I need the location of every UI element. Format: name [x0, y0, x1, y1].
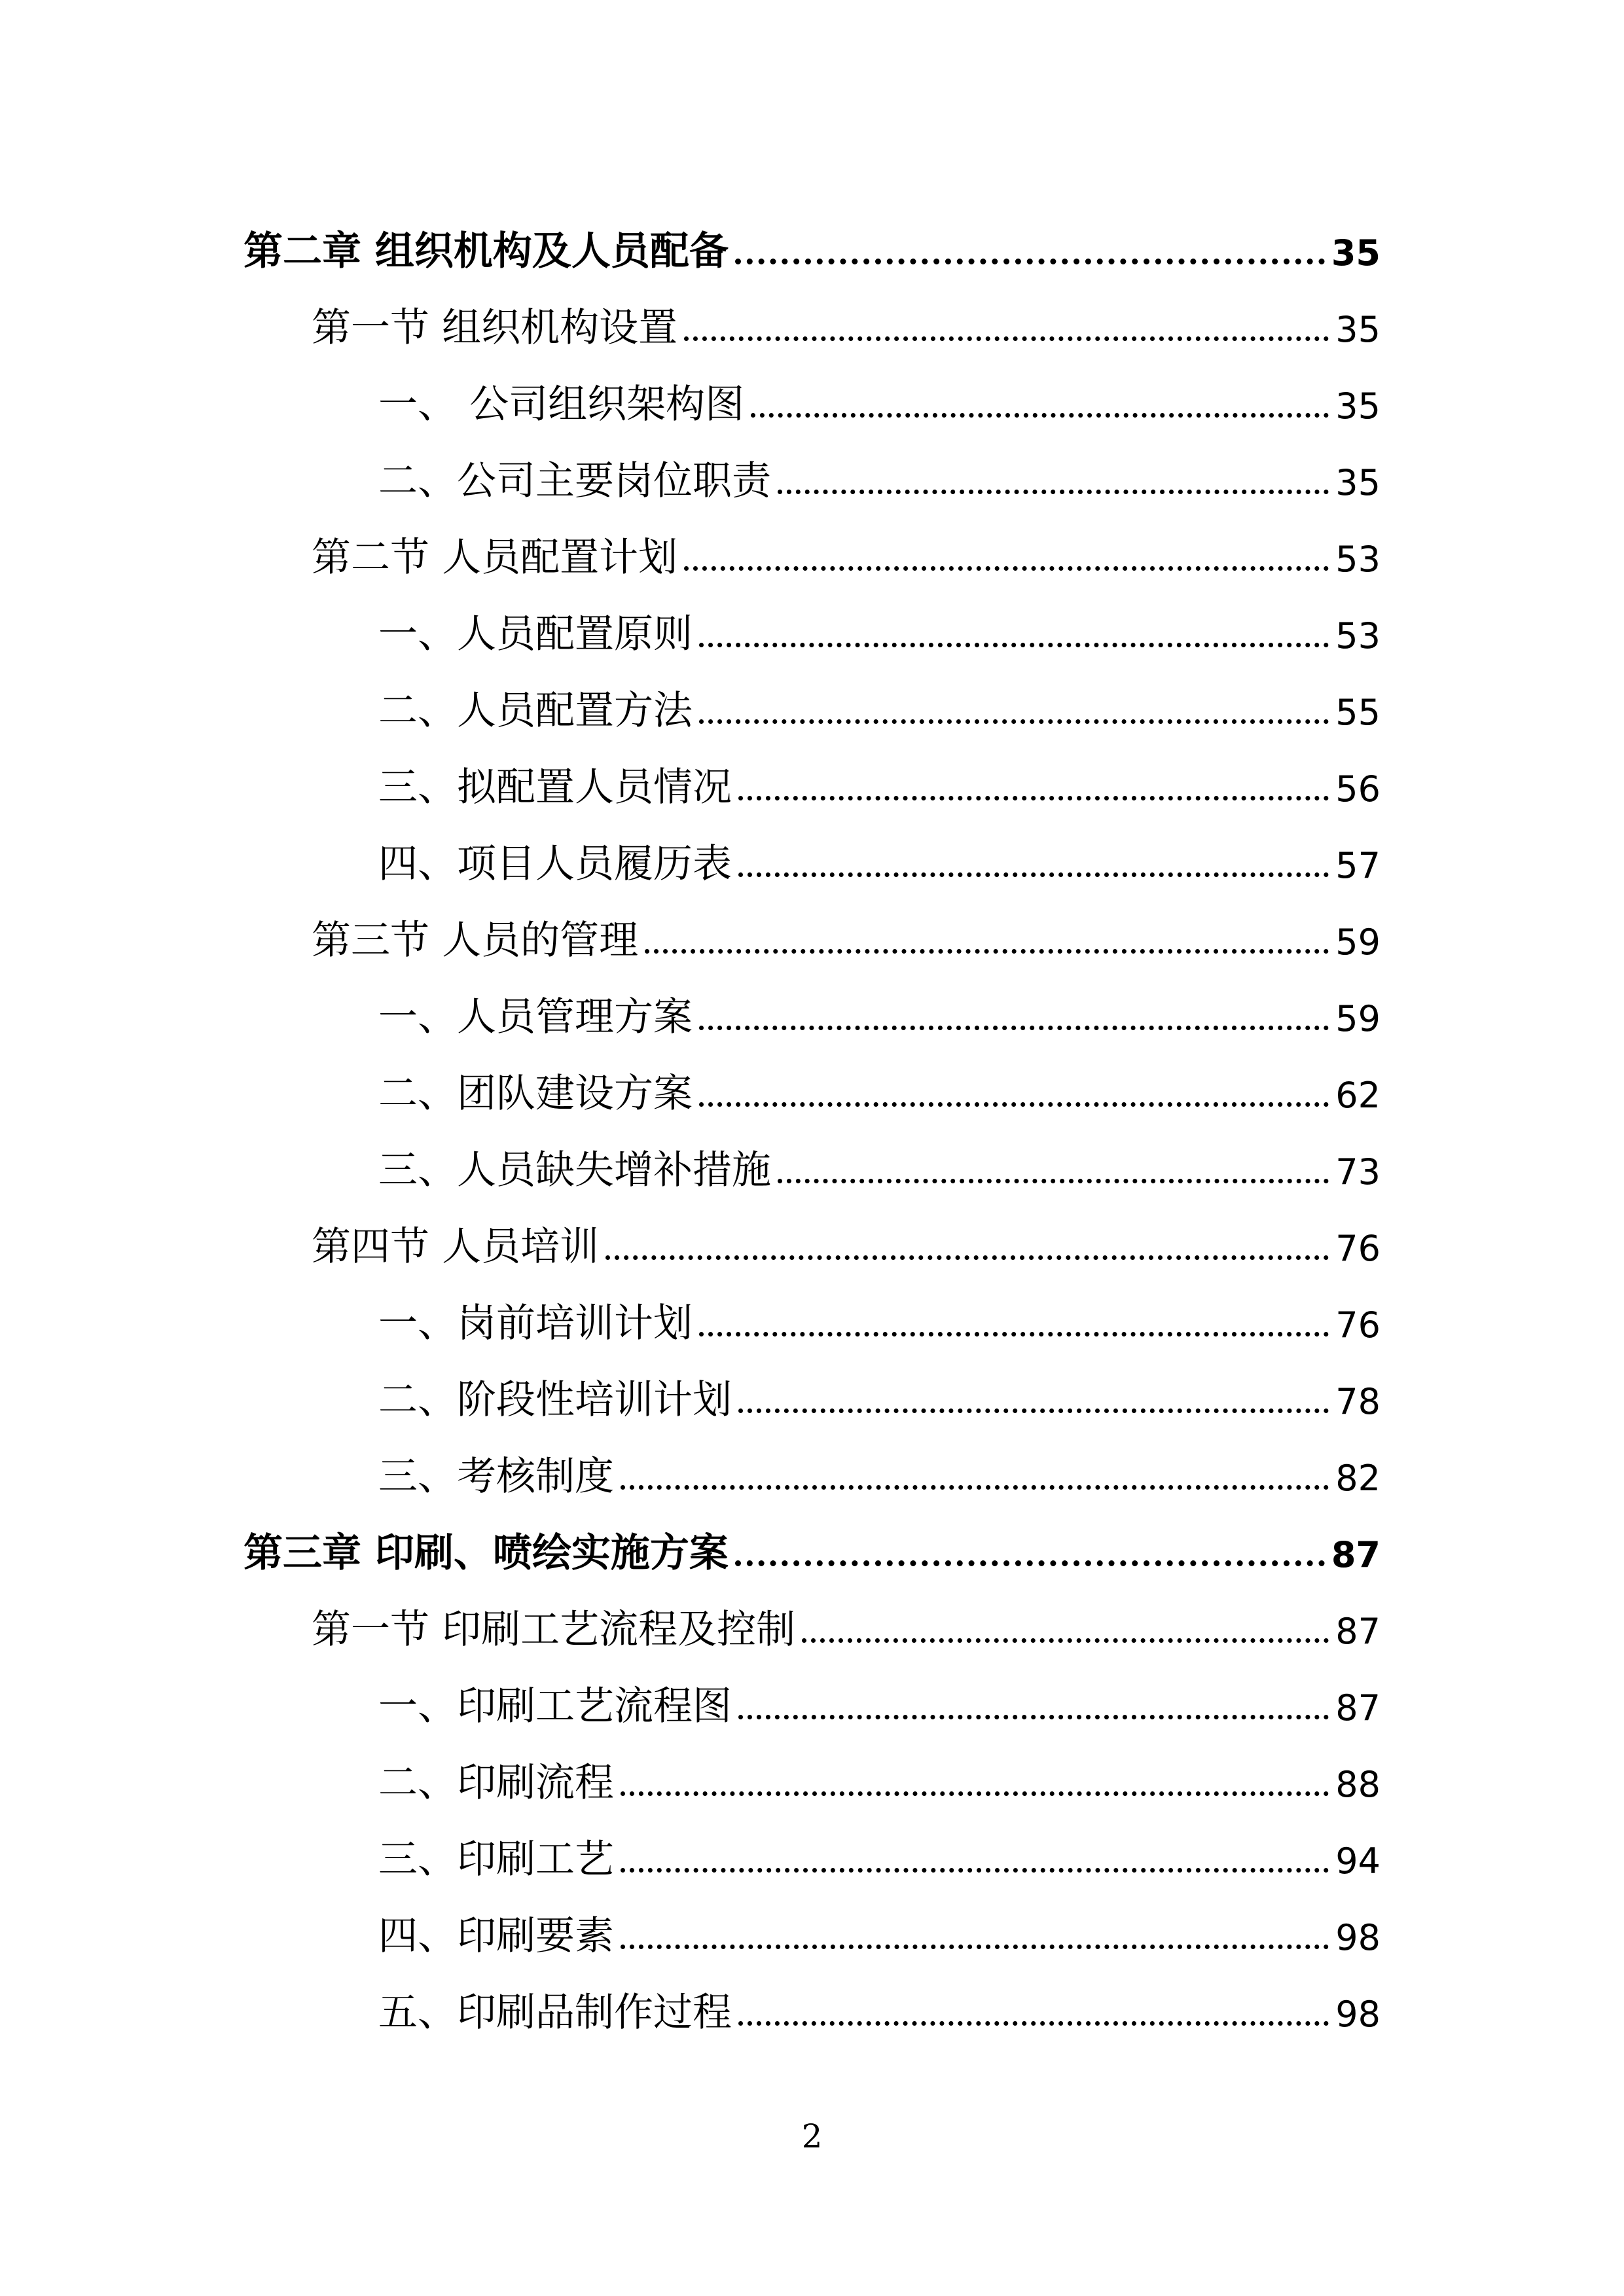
toc-entry-page: 87 — [1335, 1687, 1380, 1729]
toc-entry-page: 35 — [1335, 386, 1380, 427]
toc-entry-page: 94 — [1335, 1840, 1380, 1882]
toc-entry-section[interactable] — [312, 1584, 1380, 1653]
toc-entry-page: 62 — [1335, 1075, 1380, 1116]
toc-entry-title: 二、团队建设方案 — [378, 1071, 693, 1117]
dot-leader — [699, 643, 1329, 647]
toc-entry-chapter-3[interactable] — [244, 1507, 1380, 1576]
dot-leader — [684, 566, 1329, 571]
toc-entry-page: 87 — [1335, 1611, 1380, 1652]
toc-entry-item[interactable] — [378, 1660, 1380, 1729]
toc-entry-title: 第三节 人员的管理 — [312, 918, 639, 963]
toc-entry-item[interactable] — [378, 435, 1380, 504]
toc-entry-item[interactable] — [378, 1431, 1380, 1499]
dot-leader — [735, 1560, 1325, 1566]
dot-leader — [735, 259, 1325, 264]
toc-entry-title: 五、印刷品制作过程 — [378, 1990, 732, 2036]
toc-entry-page: 35 — [1335, 309, 1380, 350]
toc-entry-page: 53 — [1335, 615, 1380, 656]
toc-entry-title: 第一节 组织机构设置 — [312, 305, 678, 351]
dot-leader — [738, 2021, 1329, 2026]
toc-entry-title: 二、公司主要岗位职责 — [378, 458, 771, 504]
dot-leader — [621, 1945, 1329, 1949]
toc-entry-item[interactable] — [378, 742, 1380, 810]
toc-entry-title: 一、岗前培训计划 — [378, 1300, 693, 1346]
toc-entry-title: 第一节 印刷工艺流程及控制 — [312, 1607, 796, 1653]
toc-entry-page: 59 — [1335, 998, 1380, 1039]
toc-entry-title: 三、拟配置人员情况 — [378, 764, 732, 810]
dot-leader — [802, 1638, 1329, 1643]
dot-leader — [699, 1102, 1329, 1107]
dot-leader — [751, 413, 1329, 418]
toc-entry-page: 98 — [1335, 1994, 1380, 2035]
toc-entry-title: 四、项目人员履历表 — [378, 841, 732, 887]
toc-entry-page: 73 — [1335, 1151, 1380, 1193]
toc-entry-section[interactable] — [312, 1201, 1380, 1270]
dot-leader — [699, 719, 1329, 724]
toc-entry-item[interactable] — [378, 1814, 1380, 1882]
toc-entry-title: 二、阶段性培训计划 — [378, 1377, 732, 1423]
toc-entry-page: 35 — [1335, 462, 1380, 503]
page-number: 2 — [801, 2117, 823, 2155]
toc-entry-title: 一、 公司组织架构图 — [378, 382, 745, 427]
dot-leader — [605, 1255, 1329, 1260]
toc-entry-title: 一、人员管理方案 — [378, 994, 693, 1040]
toc-entry-title: 第三章 印刷、喷绘实施方案 — [244, 1530, 729, 1576]
toc-entry-page: 57 — [1335, 845, 1380, 886]
dot-leader — [699, 1332, 1329, 1336]
dot-leader — [684, 336, 1329, 341]
toc-entry-page: 53 — [1335, 539, 1380, 580]
toc-entry-item[interactable] — [378, 1737, 1380, 1806]
dot-leader — [699, 1026, 1329, 1030]
toc-entry-page: 76 — [1335, 1228, 1380, 1269]
toc-entry-title: 一、印刷工艺流程图 — [378, 1683, 732, 1729]
toc-entry-title: 一、人员配置原则 — [378, 611, 693, 657]
toc-entry-page: 55 — [1335, 692, 1380, 733]
toc-entry-item[interactable] — [378, 665, 1380, 734]
dot-leader — [738, 796, 1329, 800]
toc-entry-page: 56 — [1335, 768, 1380, 810]
toc-entry-title: 三、考核制度 — [378, 1454, 614, 1499]
toc-entry-page: 88 — [1335, 1764, 1380, 1805]
dot-leader — [621, 1791, 1329, 1796]
toc-entry-item[interactable] — [378, 1890, 1380, 1959]
toc-entry-page: 98 — [1335, 1917, 1380, 1958]
dot-leader — [621, 1868, 1329, 1873]
toc-entry-title: 四、印刷要素 — [378, 1913, 614, 1959]
dot-leader — [738, 1408, 1329, 1413]
toc-entry-page: 82 — [1335, 1458, 1380, 1499]
toc-entry-item[interactable] — [378, 359, 1380, 427]
toc-entry-item[interactable] — [378, 1048, 1380, 1117]
toc-entry-item[interactable] — [378, 588, 1380, 657]
dot-leader — [738, 1715, 1329, 1719]
dot-leader — [778, 490, 1329, 494]
toc-entry-section[interactable] — [312, 895, 1380, 963]
toc-entry-chapter-2[interactable] — [244, 206, 1380, 274]
toc-entry-item[interactable] — [378, 818, 1380, 887]
toc-entry-item[interactable] — [378, 1278, 1380, 1346]
dot-leader — [621, 1485, 1329, 1490]
toc-entry-title: 三、印刷工艺 — [378, 1837, 614, 1882]
toc-entry-item[interactable] — [378, 971, 1380, 1040]
toc-entry-title: 第二章 组织机构及人员配备 — [244, 228, 729, 274]
toc-entry-title: 二、印刷流程 — [378, 1760, 614, 1806]
toc-entry-page: 87 — [1331, 1534, 1380, 1575]
toc-entry-page: 76 — [1335, 1304, 1380, 1346]
dot-leader — [738, 872, 1329, 877]
toc-entry-item[interactable] — [378, 1124, 1380, 1193]
toc-entry-page: 35 — [1331, 232, 1380, 274]
toc-entry-title: 三、人员缺失增补措施 — [378, 1147, 771, 1193]
toc-entry-item[interactable] — [378, 1967, 1380, 2036]
toc-entry-page: 59 — [1335, 922, 1380, 963]
toc-entry-title: 第四节 人员培训 — [312, 1224, 600, 1270]
dot-leader — [645, 949, 1329, 954]
toc-entry-item[interactable] — [378, 1354, 1380, 1423]
toc-entry-title: 二、人员配置方法 — [378, 688, 693, 734]
toc-entry-title: 第二节 人员配置计划 — [312, 535, 678, 581]
dot-leader — [778, 1179, 1329, 1183]
toc-entry-page: 78 — [1335, 1381, 1380, 1422]
toc-entry-section[interactable] — [312, 512, 1380, 581]
toc-entry-section[interactable] — [312, 282, 1380, 351]
